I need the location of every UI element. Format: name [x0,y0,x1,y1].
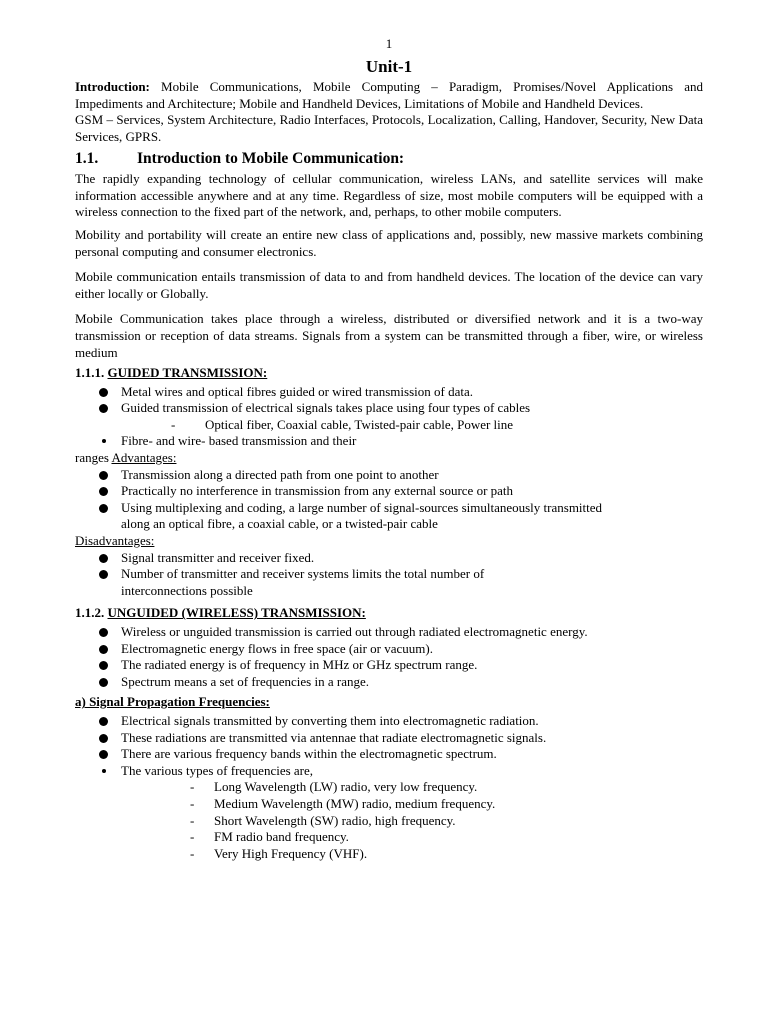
list-item: The radiated energy is of frequency in MHz or GHz spectrum range. [75,657,703,674]
frequency-type-item: - Long Wavelength (LW) radio, very low frequency. [75,779,703,796]
document-page [75,36,703,862]
list-item: Using multiplexing and coding, a large number of signal-sources simultaneously transmitted along an optical fibre, a coaxial cable, or a twisted-pair cable [75,500,703,533]
disadvantages-list [75,550,703,600]
section-heading-1-1-1 [75,365,703,382]
disadvantages-label: Disadvantages: [75,533,155,549]
section-number: 1.1.1. [75,365,105,381]
page-number: 1 [385,36,393,51]
paragraph: The rapidly expanding technology of cellular communication, wireless LANs, and satellite services will make information accessible anywhere and at any time. Regardless of size, most mobile computers will be equipped with a wireless connection to the fixed part of the network, and, perhaps, to other mobile computers. [75,171,703,220]
section-heading-1-1 [75,151,703,168]
section-title: GUIDED TRANSMISSION: [107,365,268,381]
section-heading-1-1-2 [75,605,703,622]
list-item: Number of transmitter and receiver systems limits the total number of interconnections possible [75,566,703,599]
ranges-text: ranges [75,450,112,466]
paragraph: Mobile communication entails transmission of data to and from handheld devices. The location of the device can vary either locally or Globally. [75,269,703,301]
list-item: These radiations are transmitted via antennae that radiate electromagnetic signals. [75,730,703,747]
guided-list [75,384,703,450]
list-item: The various types of frequencies are, [75,763,703,780]
section-number: 1.1.2. [75,605,105,621]
list-item: There are various frequency bands within the electromagnetic spectrum. [75,746,703,763]
intro-text: Mobile Communications, Mobile Computing – Paradigm, Promises/Novel Applications and Impediments and Architecture; Mobile and Handheld Devices, Limitations of Mobile and Handheld Devices. [75,79,703,111]
list-item: Transmission along a directed path from one point to another [75,467,703,484]
frequency-type-item: - Medium Wavelength (MW) radio, medium frequency. [75,796,703,813]
paragraph: Mobile Communication takes place through a wireless, distributed or diversified network and it is a two-way transmission or reception of data streams. Signals from a system can be transmitted through a fiber, wire, or wireless medium [75,311,703,360]
propagation-list [75,713,703,862]
list-item: Metal wires and optical fibres guided or wired transmission of data. [75,384,703,401]
intro-paragraph [75,79,703,112]
list-item: Signal transmitter and receiver fixed. [75,550,703,567]
unguided-list [75,624,703,690]
section-title: Introduction to Mobile Communication: [137,149,405,167]
unit-title: Unit-1 [365,56,413,76]
frequency-type-item: - FM radio band frequency. [75,829,703,846]
advantages-label-line [75,450,703,467]
list-item: Wireless or unguided transmission is carried out through radiated electromagnetic energy. [75,624,703,641]
section-number: 1.1. [75,149,99,167]
paragraph: Mobility and portability will create an entire new class of applications and, possibly, new massive markets combining personal computing and consumer electronics. [75,226,703,259]
list-item: Practically no interference in transmission from any external source or path [75,483,703,500]
section-heading-a: a) Signal Propagation Frequencies: [75,694,270,710]
cable-types-item: - Optical fiber, Coaxial cable, Twisted-pair cable, Power line [75,417,703,434]
frequency-type-item: - Very High Frequency (VHF). [75,846,703,863]
gsm-paragraph: GSM – Services, System Architecture, Radio Interfaces, Protocols, Localization, Calling, Handover, Security, New Data Services, GPRS. [75,112,703,144]
advantages-label: Advantages: [111,450,177,466]
section-title: UNGUIDED (WIRELESS) TRANSMISSION: [107,605,366,621]
list-item: Electromagnetic energy flows in free space (air or vacuum). [75,641,703,658]
intro-label: Introduction: [75,79,150,95]
list-item: Fibre- and wire- based transmission and their [75,433,703,450]
frequency-type-item: - Short Wavelength (SW) radio, high frequency. [75,813,703,830]
list-item: Spectrum means a set of frequencies in a range. [75,674,703,691]
list-item: Electrical signals transmitted by converting them into electromagnetic radiation. [75,713,703,730]
list-item: Guided transmission of electrical signals takes place using four types of cables [75,400,703,417]
advantages-list [75,467,703,533]
